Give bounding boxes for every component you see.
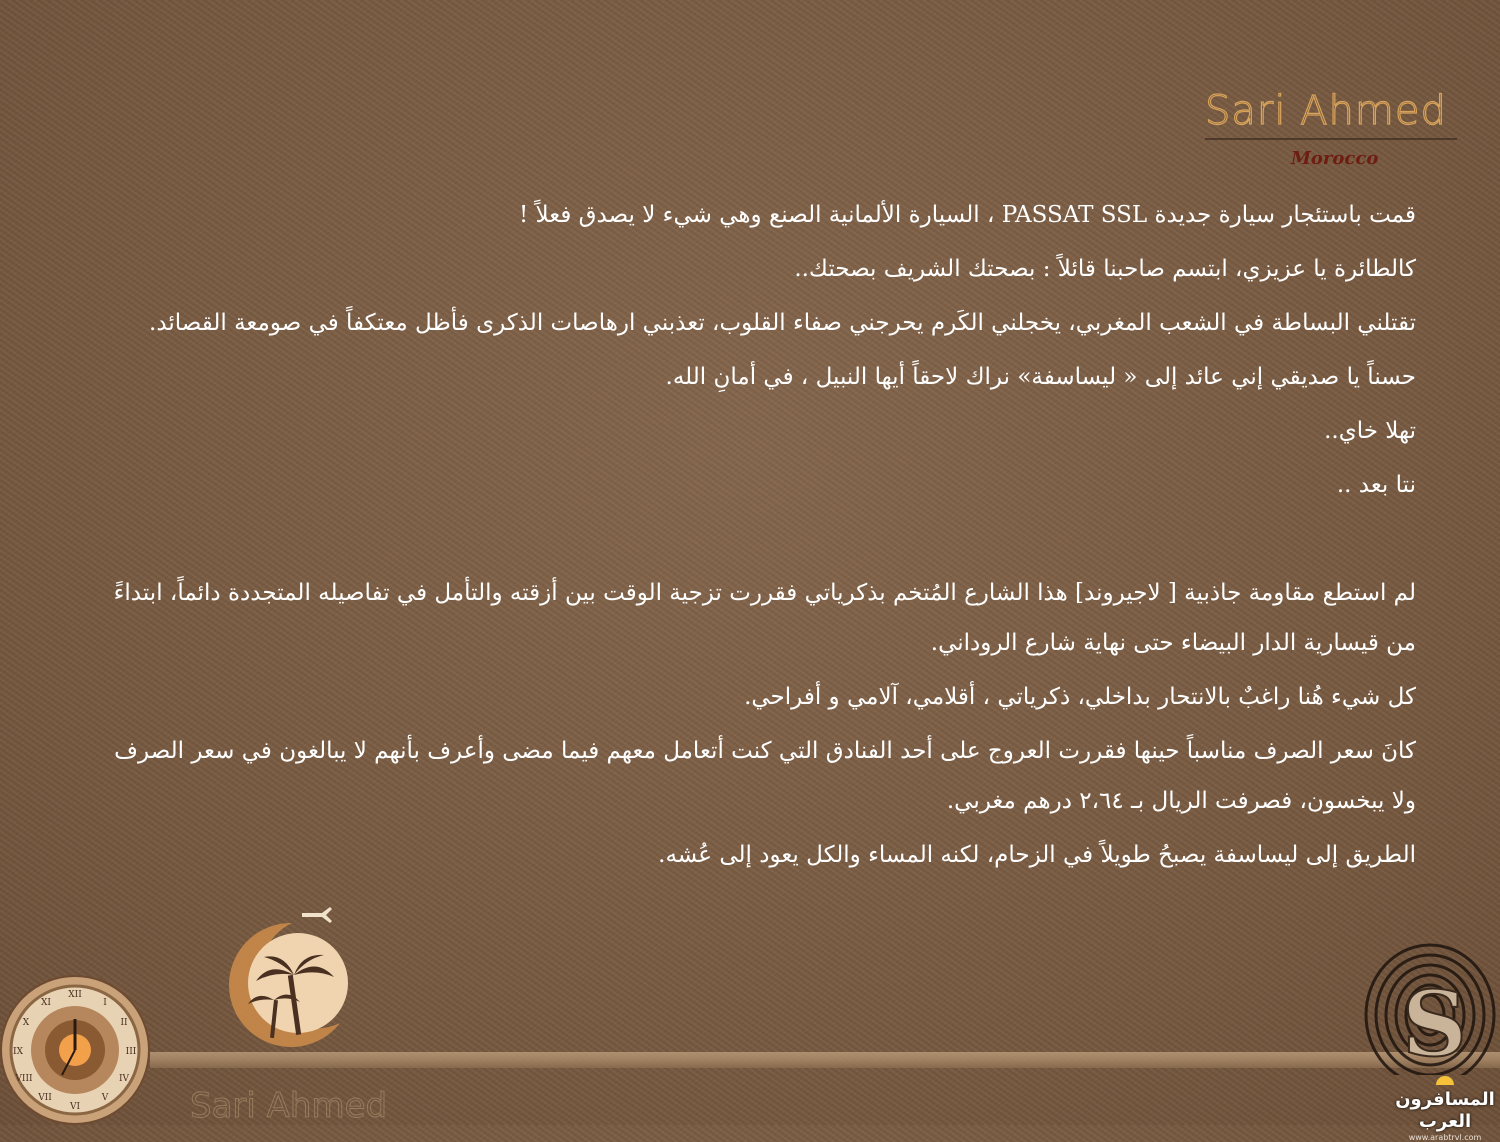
paragraph: نتا بعد .. [1336,472,1416,498]
svg-text:I: I [103,998,107,1008]
svg-text:XI: XI [41,998,51,1008]
paragraph: كانَ سعر الصرف مناسباً حينها فقررت العروج على أحد الفنادق التي كنت أتعامل معهم فيما مضى وأعرف بأنهم لا يبالغون في سعر الصرف ولا يبخسون، فصرفت الريال بـ ٢،٦٤ درهم مغربي. [114,738,1416,814]
svg-text:III: III [125,1047,137,1057]
site-logo [1392,1070,1498,1142]
site-logo-url: www.arabtrvl.com [1408,1133,1482,1142]
svg-text:X: X [22,1018,30,1028]
airplane-icon [302,907,332,923]
paragraph: لم استطع مقاومة جاذبية [ لاجيروند] هذا الشارع المُتخم بذكرياتي فقررت تزجية الوقت بين أزقته والتأمل في تفاصيله المتجددة دائماً، ابتداءً من قيسارية الدار البيضاء حتى نهاية شارع الروداني. [113,580,1416,656]
svg-text:VII: VII [38,1093,52,1103]
svg-text:S: S [1402,971,1467,1075]
svg-text:VI: VI [69,1102,81,1112]
paragraph: قمت باستئجار سيارة جديدة PASSAT SSL ، السيارة الألمانية الصنع وهي شيء لا يصدق فعلاً ! [519,202,1416,228]
article-body [110,190,1416,884]
svg-text:VIII: VIII [15,1074,33,1084]
paragraph: كالطائرة يا عزيزي، ابتسم صاحبنا قائلاً : بصحتك الشريف بصحتك.. [794,256,1416,282]
paragraph: كل شيء هُنا راغبٌ بالانتحار بداخلي، ذكرياتي ، أقلامي، آلامي و أفراحي. [744,684,1416,710]
paragraph-gap [110,514,1416,568]
footer-watermark-name: Sari Ahmed [190,1086,388,1126]
palm-tree-emblem [222,905,362,1065]
paragraph: تهلا خاي.. [1324,418,1416,444]
svg-text:IX: IX [13,1047,23,1057]
brand-logo [1205,88,1463,169]
brand-subtitle: Morocco [1291,148,1379,169]
paragraph: تقتلني البساطة في الشعب المغربي، يخجلني الكَرم يحرجني صفاء القلوب، تعذبني ارهاصات الذكرى فأظل معتكفاً في صومعة القصائد. [149,310,1416,336]
clock-icon [0,975,160,1125]
paragraph: الطريق إلى ليساسفة يصبحُ طويلاً في الزحام، لكنه المساء والكل يعود إلى عُشه. [658,842,1416,868]
site-logo-name: المسافرون العرب [1395,1089,1495,1132]
brand-underline [1205,138,1457,140]
svg-text:XII: XII [68,990,82,1000]
sun-logo-icon [1430,1071,1460,1085]
brand-name: Sari Ahmed [1205,88,1447,134]
svg-text:II: II [120,1018,128,1028]
paragraph: حسناً يا صديقي إني عائد إلى « ليساسفة» نراك لاحقاً أيها النبيل ، في أمانِ الله. [665,364,1416,390]
svg-text:V: V [101,1093,109,1103]
svg-text:IV: IV [118,1074,130,1084]
fingerprint-s-logo [1340,935,1500,1075]
